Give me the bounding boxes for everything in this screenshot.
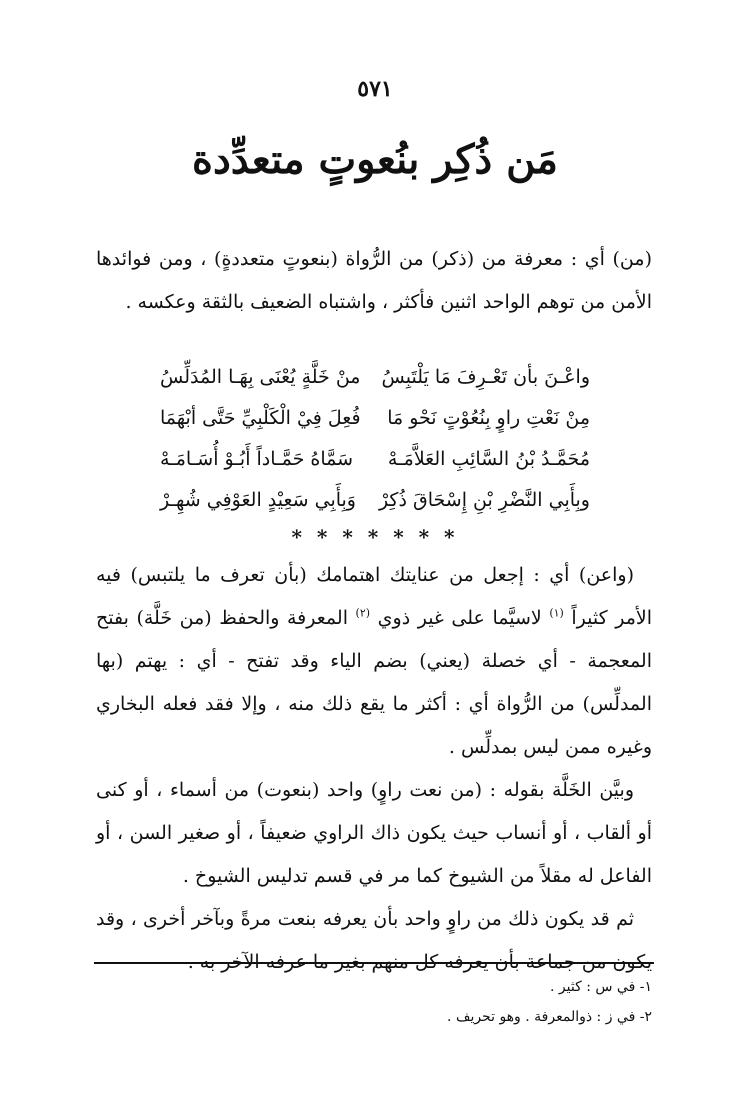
verse-line	[160, 480, 590, 521]
verse-line	[160, 398, 590, 439]
verse-first-hemistich: مِنْ نَعْتِ راوٍ بِنُعُوْتٍ نَحْو مَا	[387, 407, 590, 429]
verse-second-hemistich: منْ خَلَّةٍ يُعْنَى بِهَـا المُدَلِّسُ	[160, 366, 361, 388]
commentary-text: المعرفة والحفظ (من خَلَّة) بفتح المعجمة - أي خصلة (يعني) بضم الياء وقد تفتح - أي : يهتم (بها المدلِّس) من الرُّواة أي : أكثر ما يقع ذلك منه ، وإلا فقد فعله البخاري وغيره ممن ليس بمدلِّس .	[96, 607, 652, 758]
page-number: ٥٧١	[357, 76, 393, 102]
verse-first-hemistich: وبِأَبِي النَّضْرِ بْنِ إِسْحَاقَ ذُكِرْ	[378, 489, 590, 511]
footnote-divider	[94, 962, 654, 964]
poem	[160, 357, 590, 521]
verse-second-hemistich: فُعِلَ فِيْ الْكَلْبِيِّ حَتَّى أبْهَمَا	[160, 407, 361, 429]
verse-second-hemistich: وَبِأَبِي سَعِيْدٍ العَوْفِي شُهِـرْ	[160, 489, 356, 511]
commentary-paragraph: ثم قد يكون ذلك من راوٍ واحد بأن يعرفه بنعت مرةً وبآخر أخرى ، وقد يكون من جماعة بأن يعرفه كل منهم بغير ما عرفه الآخر به .	[96, 908, 652, 973]
commentary-text: (واعن) أي : إجعل من عنايتك اهتمامك (بأن تعرف ما يلتبس) فيه الأمر كثيراً	[96, 564, 653, 629]
commentary-paragraph	[96, 554, 652, 769]
verse-first-hemistich: مُحَمَّـدُ بْنُ السَّائِبِ العَلاَّمَـهْ	[387, 448, 590, 470]
footnote-reference: (١)	[549, 606, 564, 620]
verse-line	[160, 439, 590, 480]
intro-paragraph: (من) أي : معرفة من (ذكر) من الرُّواة (بنعوتٍ متعددةٍ) ، ومن فوائدها الأمن من توهم الواحد اثنين فأكثر ، واشتباه الضعيف بالثقة وعكسه .	[96, 248, 652, 313]
commentary	[96, 554, 652, 984]
commentary-text: لاسيَّما على غير ذوي	[377, 607, 542, 629]
footnote: ١- في س : كثير .	[550, 979, 652, 995]
commentary-paragraph: وبيَّن الخَلَّة بقوله : (من نعت راوٍ) واحد (بنعوت) من أسماء ، أو كنى أو ألقاب ، أو أنساب حيث يكون ذاك الراوي ضعيفاً ، أو صغير السن ، أو الفاعل له مقلاً من الشيوخ كما مر في قسم تدليس الشيوخ .	[96, 779, 652, 887]
footnote-reference: (٢)	[355, 606, 371, 620]
verse-line	[160, 357, 590, 398]
chapter-title: مَن ذُكِر بنُعوتٍ متعدِّدة	[192, 136, 558, 183]
verse-first-hemistich: واعْـنَ بأن تَعْـرِفَ مَا يَلْتَبِسُ	[381, 366, 590, 388]
verse-second-hemistich: سَمَّاهُ حَمَّـاداً أَبُـوْ أُسَـامَـهْ	[160, 448, 354, 470]
section-separator: * * * * * * *	[291, 525, 459, 549]
footnotes	[96, 972, 652, 1032]
footnote: ٢- في ز : ذوالمعرفة . وهو تحريف .	[447, 1009, 652, 1025]
